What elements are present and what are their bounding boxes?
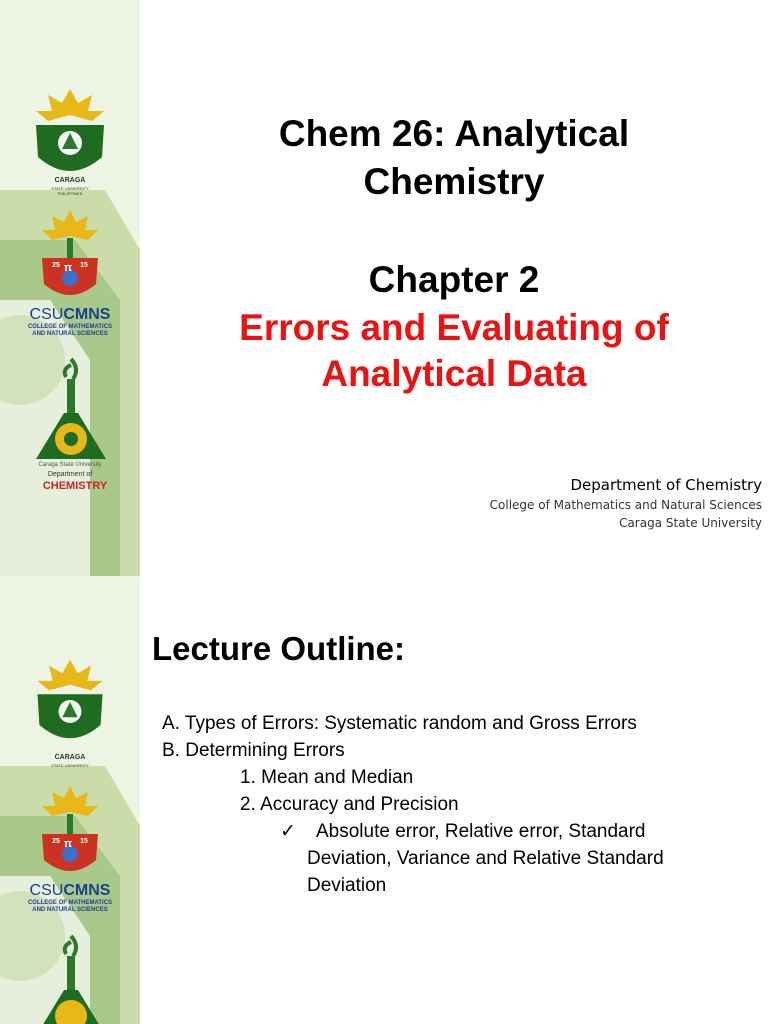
sidebar-decoration (0, 576, 140, 1024)
csu-logo-text: CARAGA (54, 754, 86, 761)
chemistry-flask-logo (30, 355, 112, 465)
cmns-wordmark-csu: CSU (29, 882, 64, 899)
outline-subitem-line3: Deviation (307, 875, 387, 896)
cmns-sub2: AND NATURAL SCIENCES (32, 907, 108, 913)
outline-item-b2: 2. Accuracy and Precision (240, 794, 459, 815)
cmns-number-25: 25 (52, 838, 60, 845)
cmns-wordmark-csu: CSU (29, 306, 64, 323)
cmns-sub1: COLLEGE OF MATHEMATICS (27, 900, 113, 906)
course-title-line1: Chem 26: Analytical (278, 113, 630, 154)
pi-symbol: π (63, 838, 73, 850)
chem-logo-line1: Caraga State University (38, 462, 102, 468)
outline-item-b1: 1. Mean and Median (240, 767, 414, 788)
csu-logo-text: CARAGA (54, 177, 86, 184)
course-title-line2: Chemistry (363, 161, 545, 202)
cmns-wordmark-cmns: CMNS (63, 882, 111, 899)
outline-subitem-line2: Deviation, Variance and Relative Standard (307, 848, 664, 869)
csu-logo-sub: STATE UNIVERSITY (51, 763, 89, 768)
csu-seal-logo (30, 656, 110, 766)
csu-logo-sub: STATE UNIVERSITY (51, 186, 89, 191)
college-name: College of Mathematics and Natural Sciences (489, 498, 762, 512)
outline-subitem-line1: Absolute error, Relative error, Standard (316, 821, 646, 842)
chapter-subtitle-line2: Analytical Data (321, 353, 587, 394)
cmns-number-15: 15 (80, 838, 88, 845)
cmns-number-25: 25 (52, 262, 60, 269)
cmns-wordmark (28, 307, 112, 323)
outline-heading: Lecture Outline: (152, 630, 406, 667)
cmns-wordmark-cmns: CMNS (63, 306, 111, 323)
cmns-sub1: COLLEGE OF MATHEMATICS (27, 324, 113, 330)
pi-symbol: π (63, 262, 73, 274)
department-name: Department of Chemistry (570, 476, 762, 494)
chem-logo-line3: CHEMISTRY (42, 480, 108, 492)
outline-item-a: A. Types of Errors: Systematic random and Gross Errors (162, 713, 637, 734)
university-name: Caraga State University (619, 516, 762, 530)
cmns-number-15: 15 (80, 262, 88, 269)
chapter-label: Chapter 2 (368, 259, 540, 300)
cmns-wordmark (28, 883, 112, 899)
outline-slide (0, 576, 768, 1024)
cmns-logo (36, 208, 104, 308)
csu-logo-sub2: PHILIPPINES (57, 191, 83, 196)
check-icon: ✓ (280, 821, 296, 842)
cmns-logo (36, 784, 104, 884)
sidebar-decoration (0, 0, 140, 576)
cmns-sub2: AND NATURAL SCIENCES (32, 331, 108, 337)
chapter-subtitle-line1: Errors and Evaluating of (239, 307, 669, 348)
chemistry-flask-logo (30, 932, 112, 1024)
outline-item-b: B. Determining Errors (162, 740, 345, 761)
chem-logo-line2: Department of (47, 471, 93, 478)
